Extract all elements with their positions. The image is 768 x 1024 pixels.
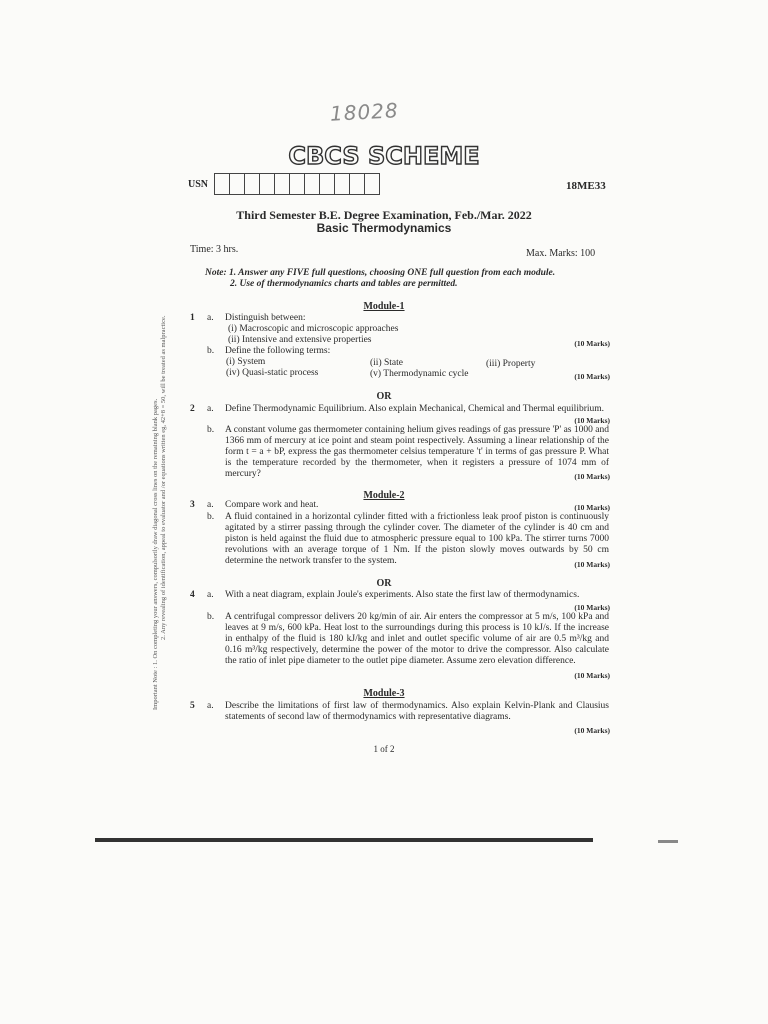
side-important-note (152, 316, 168, 710)
part-label-3b: b. (207, 512, 215, 522)
part-label-1a: a. (207, 313, 214, 323)
subject-title: Basic Thermodynamics (316, 221, 452, 235)
usn-box (334, 173, 350, 195)
marks-3b: (10 Marks) (574, 560, 610, 569)
term-5: (v) Thermodynamic cycle (370, 369, 469, 379)
module-heading-2: Module-2 (363, 490, 405, 501)
marks-2a: (10 Marks) (574, 416, 610, 425)
usn-box (259, 173, 275, 195)
question-1a-i: (i) Macroscopic and microscopic approaches (228, 324, 399, 334)
marks-4b: (10 Marks) (574, 671, 610, 680)
question-number-3: 3 (190, 500, 195, 510)
usn-box (244, 173, 260, 195)
marks-1b: (10 Marks) (574, 372, 610, 381)
question-1a-ii: (ii) Intensive and extensive properties (228, 335, 372, 345)
bottom-tick-mark (658, 840, 678, 843)
usn-box (229, 173, 245, 195)
or-divider-2: OR (376, 578, 392, 589)
side-note-line-2: 2. Any revealing of identification, appeal to evaluator and /or equations written eg, 42+8 = 50, will be treated as malpractice. (160, 315, 167, 640)
question-3b-text: A fluid contained in a horizontal cylinder fitted with a frictionless leak proof piston is continuously agitated by a stirrer passing through the cylinder cover. The diameter of the cylinder is 40 cm and piston is held against the fluid due to atmospheric pressure equal to 100 kPa. The stirrer turns 7000 revolutions with an average torque of 1 Nm. If the piston slowly moves outwards by 50 cm determine the network transfer to the system. (225, 512, 609, 566)
question-number-2: 2 (190, 404, 195, 414)
module-heading-3: Module-3 (363, 688, 405, 699)
usn-label: USN (188, 179, 209, 190)
marks-5a: (10 Marks) (574, 726, 610, 735)
marks-1a: (10 Marks) (574, 339, 610, 348)
question-5a-text: Describe the limitations of first law of thermodynamics. Also explain Kelvin-Plank and Clausius statements of second law of thermodynamics with representative diagrams. (225, 701, 609, 722)
question-1b-text: Define the following terms: (225, 346, 331, 356)
handwritten-number: 18028 (329, 98, 400, 126)
question-number-4: 4 (190, 590, 195, 600)
usn-boxes (214, 173, 379, 195)
note-line-1: Note: 1. Answer any FIVE full questions, choosing ONE full question from each module. (205, 268, 556, 278)
time-label: Time: 3 hrs. (190, 244, 239, 255)
marks-2b: (10 Marks) (574, 472, 610, 481)
term-4: (iv) Quasi-static process (226, 368, 319, 378)
part-label-2b: b. (207, 425, 215, 435)
question-number-5: 5 (190, 701, 195, 711)
usn-box (319, 173, 335, 195)
usn-box (274, 173, 290, 195)
term-1: (i) System (226, 357, 266, 367)
instructions-note (205, 268, 555, 290)
bottom-rule (95, 838, 593, 842)
question-4b-text: A centrifugal compressor delivers 20 kg/min of air. Air enters the compressor at 5 m/s, 100 kPa and leaves at 9 m/s, 600 kPa. Heat lost to the surroundings during this process is 10 kJ/s. If the increase in enthalpy of the fluid is 180 kJ/kg and inlet and outlet specific volume of air are 0.5 m³/kg and 0.16 m³/kg respectively, determine the power of the motor to drive the compressor. Also calculate the ratio of inlet pipe diameter to the outlet pipe diameter. Assume zero elevation difference. (225, 612, 609, 666)
part-label-5a: a. (207, 701, 214, 711)
usn-box (304, 173, 320, 195)
question-2a-text: Define Thermodynamic Equilibrium. Also explain Mechanical, Chemical and Thermal equilibrium. (225, 404, 605, 414)
or-divider-1: OR (376, 391, 392, 402)
usn-box (364, 173, 380, 195)
question-3a-text: Compare work and heat. (225, 500, 319, 510)
part-label-4a: a. (207, 590, 214, 600)
question-4a-text: With a neat diagram, explain Joule's experiments. Also state the first law of thermodynamics. (225, 590, 580, 600)
question-1a-stem: Distinguish between: (225, 313, 306, 323)
course-code: 18ME33 (566, 180, 606, 192)
question-number-1: 1 (190, 313, 195, 323)
term-3: (iii) Property (486, 359, 536, 369)
usn-box (349, 173, 365, 195)
part-label-3a: a. (207, 500, 214, 510)
page-footer: 1 of 2 (373, 744, 395, 754)
marks-3a: (10 Marks) (574, 503, 610, 512)
usn-box (289, 173, 305, 195)
part-label-2a: a. (207, 404, 214, 414)
note-line-2: 2. Use of thermodynamics charts and tables are permitted. (230, 279, 458, 289)
part-label-1b: b. (207, 346, 215, 356)
marks-4a: (10 Marks) (574, 603, 610, 612)
scheme-title: CBCS SCHEME (288, 142, 480, 170)
part-label-4b: b. (207, 612, 215, 622)
side-note-line-1: Important Note : 1. On completing your answers, compulsorily draw diagonal cross lines on the remaining blank pages. (152, 398, 159, 710)
max-marks-label: Max. Marks: 100 (526, 248, 596, 259)
term-2: (ii) State (370, 358, 403, 368)
module-heading-1: Module-1 (363, 301, 405, 312)
exam-title: Third Semester B.E. Degree Examination, Feb./Mar. 2022 (236, 208, 532, 222)
usn-box (214, 173, 230, 195)
question-2b-text: A constant volume gas thermometer containing helium gives readings of gas pressure 'P' as 1000 and 1366 mm of mercury at ice point and steam point respectively. Assuming a linear relationship of the form t = a + bP, express the gas thermometer celsius temperature 't' in terms of gas pressure P. What is the temperature recorded by the thermometer, when it registers a pressure of 1074 mm of mercury? (225, 425, 609, 479)
